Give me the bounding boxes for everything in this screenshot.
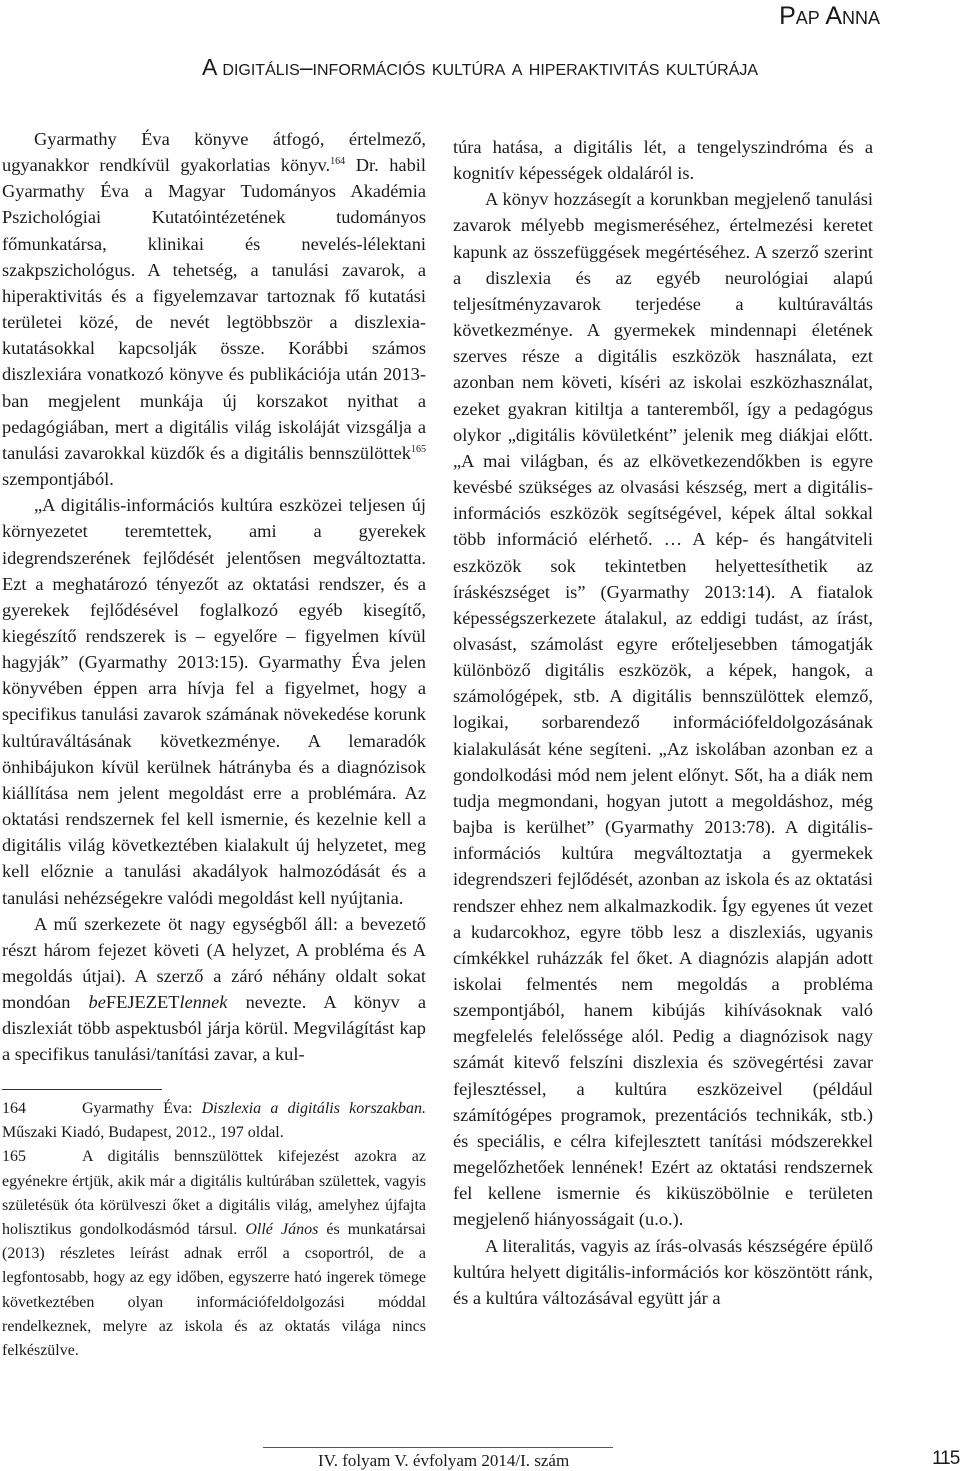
paragraph-text: Gyarmathy Éva könyve átfogó, értelmező, ugyanakkor rendkívül gyakorlatias könyv.: [2, 129, 426, 176]
paragraph: [2, 911, 426, 1068]
author-reference: Ollé János: [245, 1221, 319, 1239]
paragraph: A könyv hozzásegít a korunkban megjelenő tanulási zavarok mélyebb megismeréséhez, értelmezési keretet kapunk az összefüggések megértéséhez. A szerző szerint a diszlexia és az egyéb neurológiai alapú teljesítményzavarok terjedése a kultúraváltás következménye. A gyermekek mindennapi életének szerves része a digitális eszközök használata, ezt azonban nem követi, kíséri az iskolai eszközhasználat, ezeket gyakran kitiltja a tanteremből, így a pedagógus olykor „digitális kövületként” jelenik meg diákjai előtt. „A mai világban, és az elkövetkezendőkben is egyre kevésbé szükséges az olvasási készség, mert a digitális-információs eszközök segítségével, képek által sokkal több információ elérhető. … A kép- és hangátviteli eszközök sok tekintetben helyettesíthetik az íráskészséget is” (Gyarmathy 2013:14). A fiatalok képességszerkezete átalakul, az eddigi tudást, az írást, olvasást, számolást egyre erőteljesebben támogatják különböző digitális eszközök, a képek, hangok, a számológépek, stb. A digitális bennszülöttek elemző, logikai, sorbarendező információfeldolgozásának kialakulását kéne segíteni. „Az iskolában azonban ez a gondolkodási mód nem jelent előnyt. Sőt, ha a diák nem tudja megmondani, hogyan jutott a megoldáshoz, még bajba is kerülhet” (Gyarmathy 2013:78). A digitális-információs kultúra megváltoztatja a gyermekek idegrendszeri fejlődését, azonban az iskola és az oktatási rendszer ehhez nem alkalmazkodik. Így egyenes út vezet a kudarcokhoz, egyre több lesz a diszlexiás, ugyanis címkékkel ruházzák fel őket. A diagnózis alapján adott iskolai felmentés nem megoldás a probléma szempontjából, hanem kibújás kihívásoknak való megfelelés felelőssége alól. Pedig a diagnózisok nagy számát kitevő felszíni diszlexia és szövegértési zavar fejlesztéssel, a kultúra eszközeivel (például számítógépes programok, prezentációs technikák, stb.) és speciális, e célra kifejlesztett tanítási módszerekkel megelőzhetőek lennének! Ezért az oktatási rendszernek fel kellene ismernie és kiküszöbölnie e területen megjelenő hiányosságait (u.o.).: [453, 189, 873, 1230]
footnote-165: [2, 1145, 426, 1363]
article-title: A digitális–információs kultúra a hiperaktivitás kultúrája: [201, 54, 759, 80]
paragraph: „A digitális-információs kultúra eszközei teljesen új környezetet teremtettek, ami a gyerekek idegrendszerének fejlődését jelentősen megváltoztatta. Ezt a meghatározó tényezőt az oktatási rendszer, és a gyerekek fejlődésével foglalkozó egyéb kisegítő, kiegészítő rendszerek is – egyelőre – figyelmen kívül hagyják” (Gyarmathy 2013:15). Gyarmathy Éva jelen könyvében éppen arra hívja fel a figyelmet, hogy a specifikus tanulási zavarok számának növekedése korunk kultúraváltásának következménye. A lemaradók önhibájukon kívül kerülnek hátrányba és a diagnózisok kiállítása nem jelent megoldást erre a problémára. Az oktatási rendszernek fel kell ismernie, és kezelnie kell a digitális világ következtében kialakult új helyzetet, meg kell előznie a tanulási akadályok halmozódását és a tanulási nehézségekre valódi megoldást kell nyújtania.: [2, 495, 426, 908]
footnote-text: Műszaki Kiadó, Budapest, 2012., 197 oldal.: [2, 1124, 284, 1142]
left-column: [2, 126, 426, 1068]
paragraph-text: FEJEZET: [105, 992, 180, 1013]
paragraph-text: szempontjából.: [2, 469, 114, 490]
paragraph-text: A mű szerkezete öt nagy egységből áll: a bevezető részt három fejezet követi (A helyzet, A probléma és A megoldás útjai). A szerző a záró néhány oldalt sokat mondóan: [2, 913, 426, 1013]
paragraph: túra hatása, a digitális lét, a tengelyszindróma és a kognitív képességek oldaláról is.: [453, 137, 873, 184]
footnote-ref-165[interactable]: 165: [411, 443, 426, 455]
footer-divider: [263, 1447, 613, 1448]
footnote-text: és munkatársai (2013) részletes leírást adnak erről a csoportról, de a legfontosabb, hogy az egy időben, egyszerre ható ingerek tömege következtében olyan információfeldolgozási móddal rendelkeznek, melyre az iskola és az oktatás világa nincs felkészülve.: [2, 1221, 426, 1360]
footnote-number: 165: [2, 1148, 26, 1166]
italic-text: be: [88, 992, 106, 1013]
italic-text: lennek: [179, 992, 228, 1013]
footnote-number: 164: [2, 1100, 26, 1117]
right-column: [453, 134, 873, 1311]
footnote-164: [2, 1097, 426, 1145]
page-number: 115: [932, 1448, 960, 1469]
footnotes: [2, 1097, 426, 1363]
paragraph: [2, 126, 426, 492]
footnote-text: Gyarmathy Éva:: [82, 1100, 202, 1117]
author-name: Pap Anna: [779, 2, 880, 30]
footer-issue: IV. folyam V. évfolyam 2014/I. szám: [318, 1451, 570, 1470]
paragraph-text: nevezte. A könyv a diszlexiát több aspektusból járja körül. Megvilágítást kap a specifikus tanulási/tanítási zavar, a kul-: [2, 992, 426, 1065]
paragraph-text: Dr. habil Gyarmathy Éva a Magyar Tudományos Akadémia Pszichológiai Kutatóintézetének tudományos főmunkatársa, klinikai és nevelés-lélektani szakpszichológus. A tehetség, a tanulási zavarok, a hiperaktivitás és a figyelemzavar tartoznak fő kutatási területei közé, de nevét legtöbbször a diszlexia-kutatásokkal kapcsolják össze. Korábbi számos diszlexiára vonatkozó könyve és publikációja után 2013-ban megjelent munkája új korszakot nyithat a pedagógiában, mert a digitális világ iskoláját vizsgálja a tanulási zavarokkal küzdők és a digitális bennszülöttek: [2, 155, 426, 463]
footnote-divider: [2, 1089, 162, 1090]
footnote-text: A digitális bennszülöttek kifejezést azokra az egyénekre értjük, akik már a digitális kultúrában születtek, vagyis születésük óta körülveszi őket a digitális világ, amelyhez újfajta holisztikus gondolkodásmód társul.: [2, 1148, 426, 1239]
book-title: Diszlexia a digitális korszakban.: [201, 1100, 426, 1117]
footnote-ref-164[interactable]: 164: [330, 156, 346, 168]
paragraph: A literalitás, vagyis az írás-olvasás készségére épülő kultúra helyett digitális-információs kor köszöntött ránk, és a kultúra változásával együtt jár a: [453, 1235, 873, 1308]
